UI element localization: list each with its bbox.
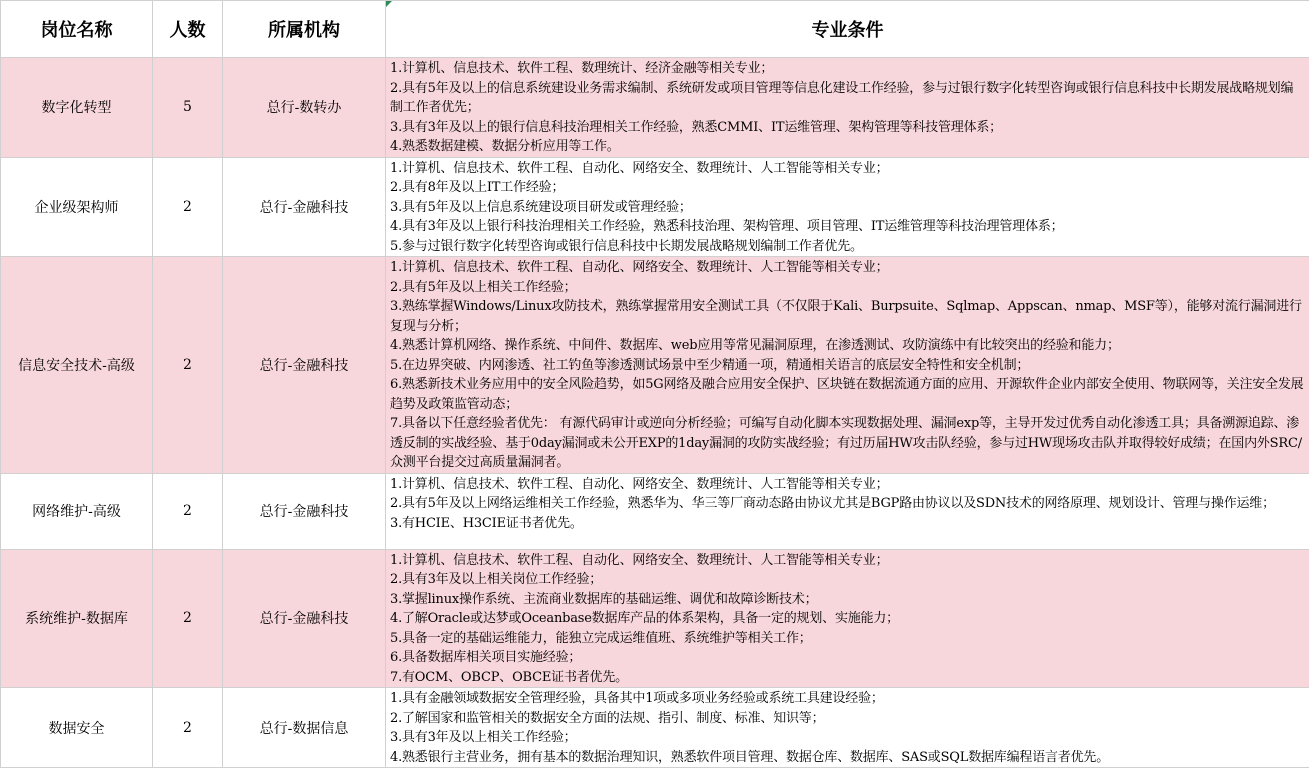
header-requirements: 专业条件 [386, 1, 1309, 58]
department[interactable]: 总行-金融科技 [223, 257, 386, 474]
requirement-line: 1.具有金融领域数据安全管理经验，具备其中1项或多项业务经验或系统工具建设经验； [390, 689, 1305, 709]
requirements-cell[interactable] [386, 58, 1309, 158]
requirement-line: 2.具有5年及以上相关工作经验； [390, 278, 1305, 298]
requirement-line: 2.具有8年及以上IT工作经验； [390, 178, 1305, 198]
requirement-line: 3.有HCIE、H3CIE证书者优先。 [390, 514, 1305, 534]
requirements-cell[interactable] [386, 257, 1309, 474]
requirement-line: 1.计算机、信息技术、软件工程、自动化、网络安全、数理统计、人工智能等相关专业； [390, 258, 1305, 278]
requirements-cell[interactable] [386, 688, 1309, 768]
requirement-line: 3.掌握linux操作系统、主流商业数据库的基础运维、调优和故障诊断技术； [390, 590, 1305, 610]
position-title[interactable]: 网络维护-高级 [1, 473, 153, 549]
table-row [1, 257, 1309, 474]
department[interactable]: 总行-数据信息 [223, 688, 386, 768]
requirement-line: 5.在边界突破、内网渗透、社工钓鱼等渗透测试场景中至少精通一项，精通相关语言的底层安全特性和安全机制； [390, 356, 1305, 376]
department[interactable]: 总行-金融科技 [223, 157, 386, 257]
requirements-cell[interactable] [386, 157, 1309, 257]
requirement-line: 2.具有5年及以上网络运维相关工作经验，熟悉华为、华三等厂商动态路由协议尤其是BGP路由协议以及SDN技术的网络原理、规划设计、管理与操作运维； [390, 494, 1305, 514]
table-row [1, 688, 1309, 768]
requirement-line: 4.熟悉数据建模、数据分析应用等工作。 [390, 137, 1305, 157]
requirement-line: 1.计算机、信息技术、软件工程、数理统计、经济金融等相关专业； [390, 59, 1305, 79]
department[interactable]: 总行-金融科技 [223, 473, 386, 549]
requirements-cell[interactable] [386, 473, 1309, 549]
requirement-line: 3.具有3年及以上相关工作经验； [390, 728, 1305, 748]
header-title: 岗位名称 [1, 1, 153, 58]
headcount[interactable]: 2 [153, 688, 223, 768]
requirement-line: 7.有OCM、OBCP、OBCE证书者优先。 [390, 668, 1305, 688]
requirement-line: 3.具有3年及以上的银行信息科技治理相关工作经验，熟悉CMMI、IT运维管理、架构管理等科技管理体系； [390, 118, 1305, 138]
requirement-line: 5.具备一定的基础运维能力，能独立完成运维值班、系统维护等相关工作； [390, 629, 1305, 649]
requirement-line: 1.计算机、信息技术、软件工程、自动化、网络安全、数理统计、人工智能等相关专业； [390, 475, 1305, 495]
requirement-line: 2.了解国家和监管相关的数据安全方面的法规、指引、制度、标准、知识等； [390, 709, 1305, 729]
header-row [1, 1, 1309, 58]
table-row [1, 157, 1309, 257]
headcount[interactable]: 2 [153, 473, 223, 549]
requirement-line: 2.具有5年及以上的信息系统建设业务需求编制、系统研发或项目管理等信息化建设工作经验，参与过银行数字化转型咨询或银行信息科技中长期发展战略规划编制工作者优先； [390, 79, 1305, 118]
requirement-line: 4.具有3年及以上银行科技治理相关工作经验，熟悉科技治理、架构管理、项目管理、IT运维管理等科技治理管理体系； [390, 217, 1305, 237]
table-row [1, 549, 1309, 688]
header-org: 所属机构 [223, 1, 386, 58]
requirement-line: 4.熟悉银行主营业务，拥有基本的数据治理知识，熟悉软件项目管理、数据仓库、数据库、SAS或SQL数据库编程语言者优先。 [390, 748, 1305, 768]
position-title[interactable]: 系统维护-数据库 [1, 549, 153, 688]
position-title[interactable]: 数字化转型 [1, 58, 153, 158]
comment-marker-icon [386, 1, 392, 7]
position-title[interactable]: 信息安全技术-高级 [1, 257, 153, 474]
requirement-line: 5.参与过银行数字化转型咨询或银行信息科技中长期发展战略规划编制工作者优先。 [390, 237, 1305, 257]
requirement-line: 3.具有5年及以上信息系统建设项目研发或管理经验； [390, 198, 1305, 218]
headcount[interactable]: 5 [153, 58, 223, 158]
requirement-line: 2.具有3年及以上相关岗位工作经验； [390, 570, 1305, 590]
department[interactable]: 总行-金融科技 [223, 549, 386, 688]
header-count: 人数 [153, 1, 223, 58]
requirement-line: 3.熟练掌握Windows/Linux攻防技术，熟练掌握常用安全测试工具（不仅限于Kali、Burpsuite、Sqlmap、Appscan、nmap、MSF等），能够对流行漏洞进行复现与分析； [390, 297, 1305, 336]
requirement-line: 4.熟悉计算机网络、操作系统、中间件、数据库、web应用等常见漏洞原理，在渗透测试、攻防演练中有比较突出的经验和能力； [390, 336, 1305, 356]
position-title[interactable]: 数据安全 [1, 688, 153, 768]
table-row [1, 473, 1309, 549]
headcount[interactable]: 2 [153, 257, 223, 474]
requirement-line: 7.具备以下任意经验者优先： 有源代码审计或逆向分析经验；可编写自动化脚本实现数据处理、漏洞exp等，主导开发过优秀自动化渗透工具；具备溯源追踪、渗透反制的实战经验、基于0day漏洞或未公开EXP的1day漏洞的攻防实战经验；有过历届HW攻击队经验，参与过HW现场攻击队并取得较好成绩；在国内外SRC/众测平台提交过高质量漏洞者。 [390, 414, 1305, 473]
requirement-line: 6.具备数据库相关项目实施经验； [390, 648, 1305, 668]
requirement-line: 1.计算机、信息技术、软件工程、自动化、网络安全、数理统计、人工智能等相关专业； [390, 551, 1305, 571]
headcount[interactable]: 2 [153, 549, 223, 688]
table-row [1, 58, 1309, 158]
requirements-cell[interactable] [386, 549, 1309, 688]
headcount[interactable]: 2 [153, 157, 223, 257]
department[interactable]: 总行-数转办 [223, 58, 386, 158]
requirement-line: 4.了解Oracle或达梦或Oceanbase数据库产品的体系架构，具备一定的规划、实施能力； [390, 609, 1305, 629]
requirement-line: 1.计算机、信息技术、软件工程、自动化、网络安全、数理统计、人工智能等相关专业； [390, 159, 1305, 179]
requirement-line: 6.熟悉新技术业务应用中的安全风险趋势，如5G网络及融合应用安全保护、区块链在数据流通方面的应用、开源软件企业内部安全使用、物联网等，关注安全发展趋势及政策监管动态； [390, 375, 1305, 414]
position-title[interactable]: 企业级架构师 [1, 157, 153, 257]
